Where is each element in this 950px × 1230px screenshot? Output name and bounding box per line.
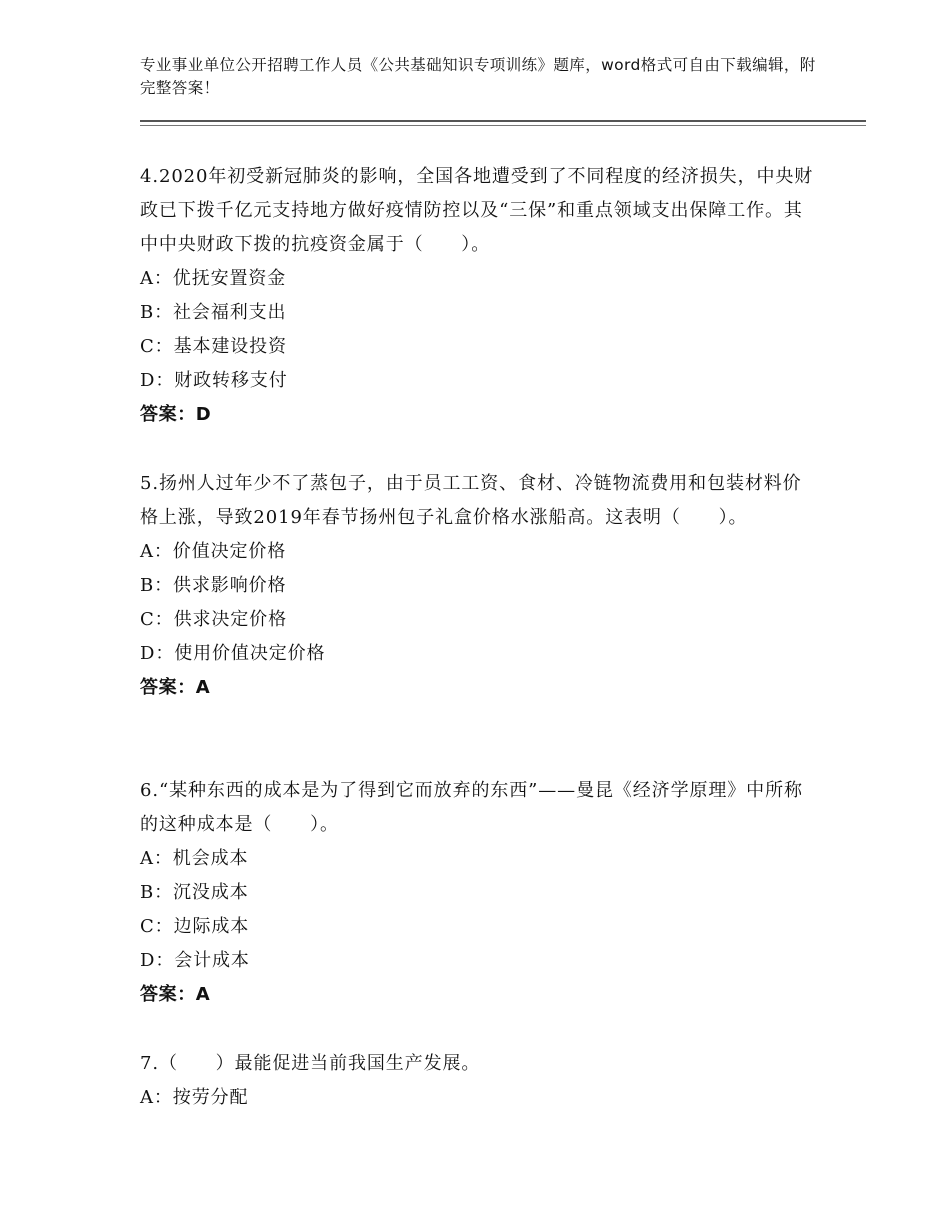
option-b: B：沉没成本 xyxy=(140,882,249,903)
answer: 答案：A xyxy=(140,677,211,698)
option-c: C：边际成本 xyxy=(140,916,250,937)
question-stem: 6.“某种东西的成本是为了得到它而放弃的东西”——曼昆《经济学原理》中所称的这种成本是（ ）。 xyxy=(140,780,803,835)
option-d: D：财政转移支付 xyxy=(140,370,288,391)
answer: 答案：D xyxy=(140,404,212,425)
option-c: C：供求决定价格 xyxy=(140,609,287,630)
question-6 xyxy=(140,774,820,1012)
option-a: A：价值决定价格 xyxy=(140,541,287,562)
option-d: D：会计成本 xyxy=(140,950,250,971)
question-5 xyxy=(140,467,820,705)
question-4 xyxy=(140,160,820,432)
question-stem: 7.（ ）最能促进当前我国生产发展。 xyxy=(140,1053,481,1074)
header-rule-thin xyxy=(140,125,866,126)
option-d: D：使用价值决定价格 xyxy=(140,643,326,664)
answer: 答案：A xyxy=(140,984,211,1005)
option-a: A：优抚安置资金 xyxy=(140,268,287,289)
option-b: B：供求影响价格 xyxy=(140,575,287,596)
header-rule-thick xyxy=(140,120,866,122)
question-7 xyxy=(140,1047,820,1115)
page-header: 专业事业单位公开招聘工作人员《公共基础知识专项训练》题库，word格式可自由下载编辑，附完整答案！ xyxy=(140,56,816,97)
question-stem: 5.扬州人过年少不了蒸包子，由于员工工资、食材、冷链物流费用和包装材料价格上涨，导致2019年春节扬州包子礼盒价格水涨船高。这表明（ ）。 xyxy=(140,473,802,528)
option-b: B：社会福利支出 xyxy=(140,302,287,323)
option-a: A：机会成本 xyxy=(140,848,249,869)
question-stem: 4.2020年初受新冠肺炎的影响，全国各地遭受到了不同程度的经济损失，中央财政已下拨千亿元支持地方做好疫情防控以及“三保”和重点领域支出保障工作。其中中央财政下拨的抗疫资金属于（ ）。 xyxy=(140,166,814,255)
option-c: C：基本建设投资 xyxy=(140,336,287,357)
option-a: A：按劳分配 xyxy=(140,1087,249,1108)
